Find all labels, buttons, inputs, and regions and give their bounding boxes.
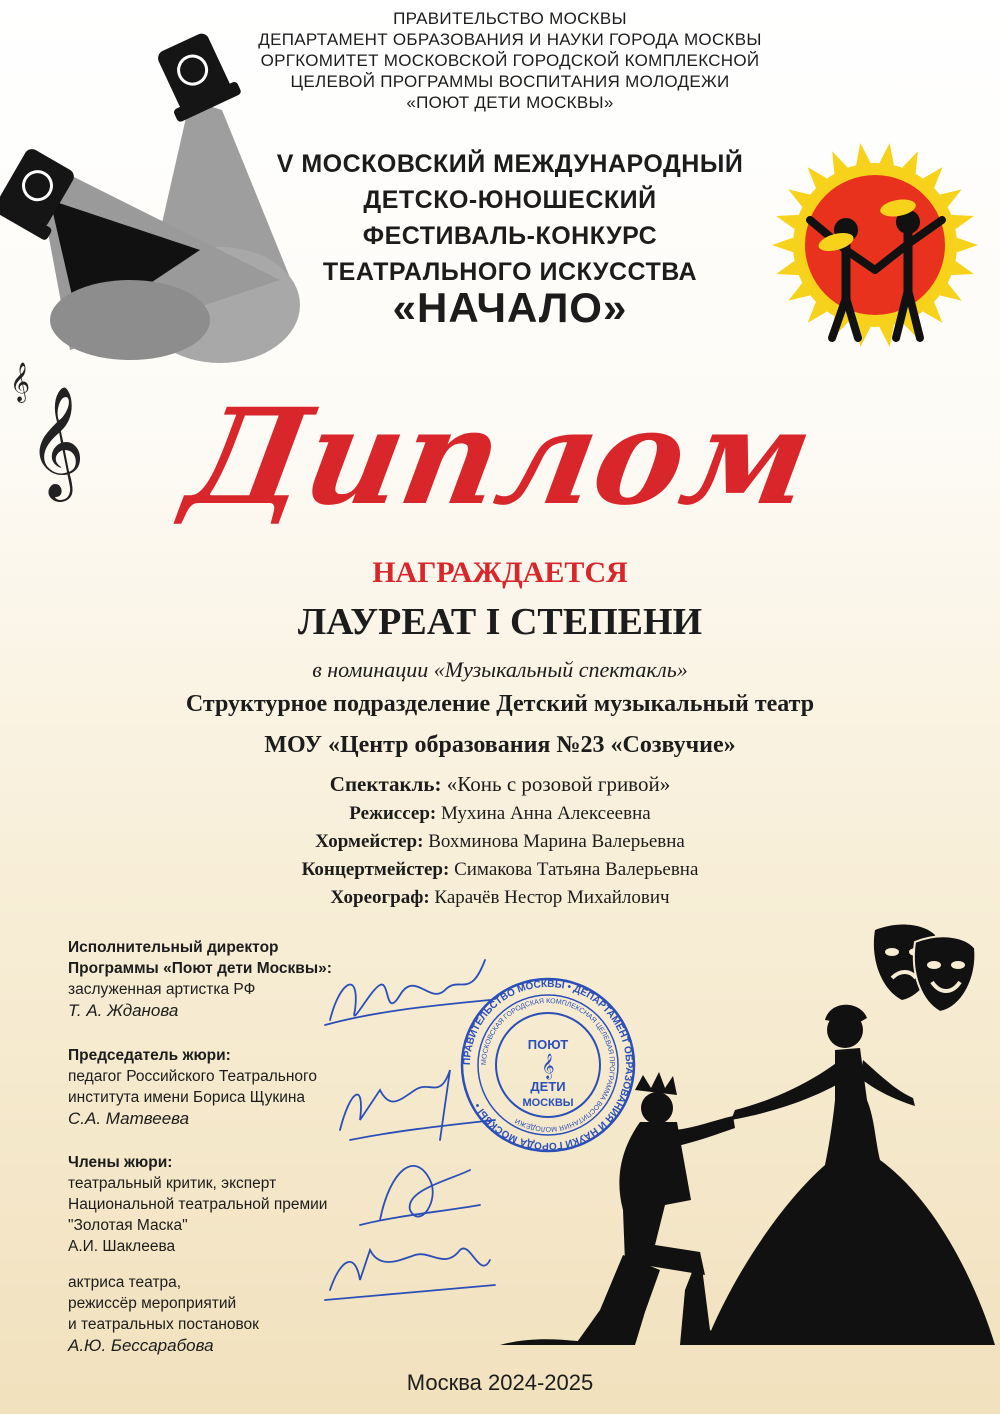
stamp-inner-text: МОСКОВСКАЯ ГОРОДСКАЯ КОМПЛЕКСНАЯ ЦЕЛЕВАЯ ПРОГРАММА ВОСПИТАНИЯ МОЛОДЕЖИ [480, 997, 616, 1133]
signatory-role: педагог Российского Театрального [68, 1068, 317, 1085]
credit-play [0, 770, 1000, 798]
credit-label: Хормейстер: [315, 831, 424, 852]
signatory-heading: Программы «Поют дети Москвы»: [68, 960, 332, 977]
header-line: «ПОЮТ ДЕТИ МОСКВЫ» [406, 93, 614, 112]
signatory-role: театральный критик, эксперт [68, 1175, 277, 1192]
stamp-outer-text: ПРАВИТЕЛЬСТВО МОСКВЫ • ДЕПАРТАМЕНТ ОБРАЗОВАНИЯ И НАУКИ ГОРОДА МОСКВЫ • [461, 978, 635, 1152]
treble-clef-icon: 𝄞 [10, 362, 31, 402]
signatory-role: "Золотая Маска" [68, 1217, 188, 1234]
signatory-heading: Председатель жюри: [68, 1047, 231, 1064]
festival-name: «НАЧАЛО» [392, 284, 628, 331]
credit-label: Спектакль: [329, 772, 442, 796]
signatory-role: института имени Бориса Щукина [68, 1089, 306, 1106]
header-line: ОРГКОМИТЕТ МОСКОВСКОЙ ГОРОДСКОЙ КОМПЛЕКСНОЙ [260, 51, 760, 70]
sun-ray [856, 143, 871, 165]
prince-princess-silhouette [495, 1000, 1000, 1360]
footer-city-year: Москва 2024-2025 [406, 1370, 594, 1395]
credit-value: Карачёв Нестор Михайлович [434, 887, 670, 908]
credit-value: «Конь с розовой гривой» [446, 772, 671, 796]
signatory-role: заслуженная артистка РФ [68, 981, 256, 998]
nomination-text: в номинации «Музыкальный спектакль» [312, 657, 688, 682]
festival-line: V МОСКОВСКИЙ МЕЖДУНАРОДНЫЙ [276, 150, 744, 178]
sun-ray [879, 143, 894, 165]
stamp-center-bot: МОСКВЫ [522, 1097, 574, 1109]
credit-value: Вохминова Марина Валерьевна [428, 831, 685, 852]
organization-line1: Структурное подразделение Детский музыкальный театр [185, 691, 815, 717]
award-degree: ЛАУРЕАТ I СТЕПЕНИ [297, 601, 703, 643]
signatory-heading: Члены жюри: [68, 1154, 173, 1171]
credit-choreographer [0, 884, 1000, 912]
credit-choirmaster [0, 828, 1000, 856]
organization-line2: МОУ «Центр образования №23 «Созвучие» [264, 732, 736, 758]
festival-line: ТЕАТРАЛЬНОГО ИСКУССТВА [322, 258, 698, 286]
signatory-role: режиссёр мероприятий [68, 1295, 237, 1312]
stamp-center-top: ПОЮТ [527, 1037, 569, 1052]
stamp-clef-icon: 𝄞 [541, 1054, 555, 1079]
credit-director [0, 800, 1000, 828]
credit-accompanist [0, 856, 1000, 884]
festival-line: ФЕСТИВАЛЬ-КОНКУРС [362, 222, 658, 250]
signatory-heading: Исполнительный директор [68, 939, 279, 956]
sun-ray [879, 325, 894, 347]
festival-title [200, 146, 820, 331]
signatory-role: и театральных постановок [68, 1316, 259, 1333]
credit-label: Режиссер: [349, 803, 437, 824]
diploma-title: Диплом [176, 380, 824, 535]
header-line: ДЕПАРТАМЕНТ ОБРАЗОВАНИЯ И НАУКИ ГОРОДА МОСКВЫ [258, 30, 762, 49]
credit-value: Симакова Татьяна Валерьевна [454, 859, 699, 880]
stamp-center-mid: ДЕТИ [530, 1079, 566, 1094]
diploma-title-wrap [0, 380, 1000, 535]
festival-line: ДЕТСКО-ЮНОШЕСКИЙ [363, 186, 657, 214]
signatory-name: А.Ю. Бессарабова [68, 1336, 214, 1355]
signatory-role: Национальной театральной премии [68, 1196, 328, 1213]
sun-ray [957, 238, 978, 253]
signatory-name: Т. А. Жданова [68, 1001, 179, 1020]
treble-clef-large-icon: 𝄞 [28, 385, 85, 497]
credit-value: Мухина Анна Алексеевна [441, 803, 651, 824]
signatory-name: А.И. Шаклеева [68, 1238, 176, 1255]
signatory-role: актриса театра, [68, 1274, 182, 1291]
credit-label: Хореограф: [330, 887, 430, 908]
credit-label: Концертмейстер: [301, 859, 450, 880]
header-line: ЦЕЛЕВОЙ ПРОГРАММЫ ВОСПИТАНИЯ МОЛОДЕЖИ [290, 72, 730, 91]
awarded-label: НАГРАЖДАЕТСЯ [372, 556, 628, 589]
signatory-name: С.А. Матвеева [68, 1109, 190, 1128]
header-line: ПРАВИТЕЛЬСТВО МОСКВЫ [393, 9, 627, 28]
organizer-header [200, 8, 820, 113]
